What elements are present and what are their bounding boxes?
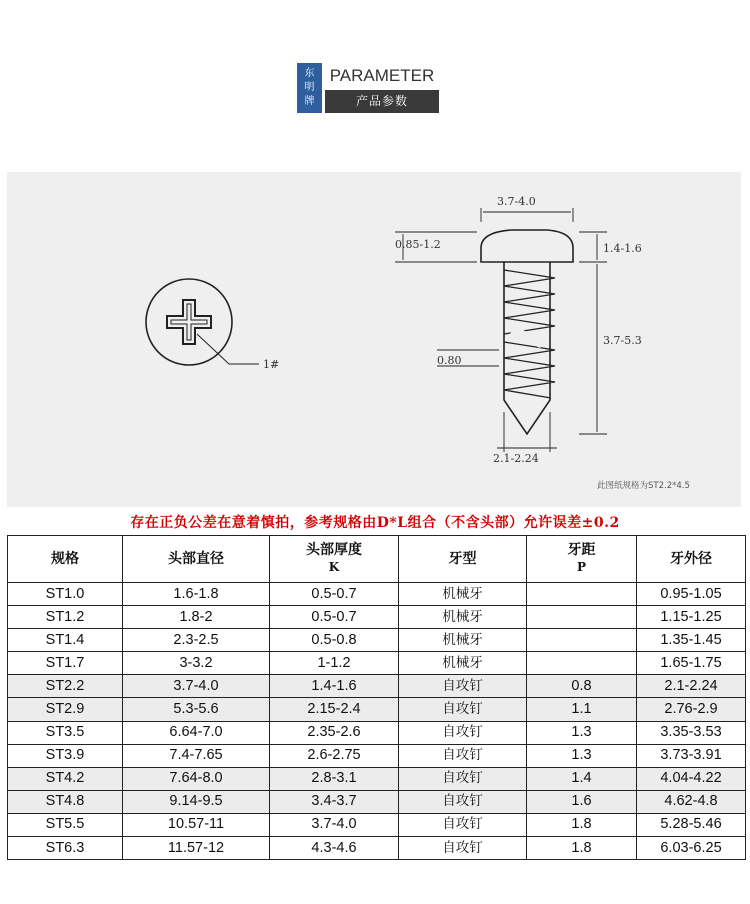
phillips-cross-inner: [171, 304, 207, 340]
cell-spec: ST4.2: [8, 767, 123, 790]
cell-thread-type: 自攻钉: [399, 767, 527, 790]
cell-spec: ST1.4: [8, 629, 123, 652]
cell-head-thickness: 0.5-0.7: [270, 606, 399, 629]
cell-pitch: 1.8: [527, 813, 637, 836]
table-row: [8, 790, 746, 813]
cell-pitch: 1.4: [527, 767, 637, 790]
cell-pitch: 1.3: [527, 744, 637, 767]
cell-head-diameter: 7.4-7.65: [123, 744, 270, 767]
header-thread-od: 牙外径: [637, 536, 746, 583]
cell-thread-od: 4.04-4.22: [637, 767, 746, 790]
screw-drawing: [7, 172, 741, 507]
screw-drawing-svg: [7, 172, 741, 507]
table-row: [8, 721, 746, 744]
length-dim: [579, 264, 607, 434]
cell-pitch: [527, 583, 637, 606]
head-height-right-label: 1.4-1.6: [603, 242, 642, 255]
thread-break: [512, 330, 542, 344]
cell-head-thickness: 2.35-2.6: [270, 721, 399, 744]
spec-table: [7, 535, 746, 860]
cell-thread-type: 自攻钉: [399, 790, 527, 813]
phillips-cross-icon: [167, 300, 211, 344]
table-header-row: [8, 536, 746, 583]
head-outline: [146, 279, 232, 365]
cell-thread-od: 2.1-2.24: [637, 675, 746, 698]
length-label: 3.7-5.3: [603, 334, 642, 347]
cell-spec: ST2.9: [8, 698, 123, 721]
cell-head-thickness: 4.3-4.6: [270, 837, 399, 860]
cell-head-diameter: 10.57-11: [123, 813, 270, 836]
parameter-title-zh: 产品参数: [325, 90, 439, 113]
parameter-title-en: PARAMETER: [329, 66, 435, 85]
cell-thread-type: 机械牙: [399, 652, 527, 675]
cell-thread-type: 自攻钉: [399, 837, 527, 860]
cell-thread-od: 0.95-1.05: [637, 583, 746, 606]
table-row: [8, 837, 746, 860]
cell-head-thickness: 0.5-0.8: [270, 629, 399, 652]
cell-spec: ST5.5: [8, 813, 123, 836]
cell-head-diameter: 1.8-2: [123, 606, 270, 629]
cell-head-thickness: 1-1.2: [270, 652, 399, 675]
cell-head-thickness: 1.4-1.6: [270, 675, 399, 698]
thread-od-dim: [497, 412, 557, 452]
brand-char: 牌: [304, 96, 315, 107]
table-row: [8, 744, 746, 767]
cell-thread-type: 自攻钉: [399, 813, 527, 836]
cell-pitch: 1.1: [527, 698, 637, 721]
cell-thread-type: 机械牙: [399, 629, 527, 652]
cell-spec: ST3.9: [8, 744, 123, 767]
cell-thread-od: 2.76-2.9: [637, 698, 746, 721]
cell-head-thickness: 2.6-2.75: [270, 744, 399, 767]
brand-badge: [297, 63, 322, 113]
cell-thread-od: 1.35-1.45: [637, 629, 746, 652]
cell-thread-od: 6.03-6.25: [637, 837, 746, 860]
cell-head-diameter: 3.7-4.0: [123, 675, 270, 698]
table-row: [8, 629, 746, 652]
header-thread-type: 牙型: [399, 536, 527, 583]
cell-spec: ST3.5: [8, 721, 123, 744]
cell-spec: ST6.3: [8, 837, 123, 860]
cell-spec: ST4.8: [8, 790, 123, 813]
cell-thread-od: 4.62-4.8: [637, 790, 746, 813]
cell-pitch: [527, 652, 637, 675]
head-diameter-dim: [481, 208, 573, 222]
table-row: [8, 698, 746, 721]
table-row: [8, 652, 746, 675]
cell-thread-type: 自攻钉: [399, 744, 527, 767]
cell-head-thickness: 0.5-0.7: [270, 583, 399, 606]
header-pitch: 牙距 P: [527, 536, 637, 583]
cell-spec: ST1.0: [8, 583, 123, 606]
drive-label: 1#: [263, 358, 280, 371]
drawing-caption: 此图纸规格为ST2.2*4.5: [597, 481, 690, 491]
cell-spec: ST1.7: [8, 652, 123, 675]
parameter-header: [297, 63, 439, 113]
cell-head-diameter: 2.3-2.5: [123, 629, 270, 652]
cell-head-diameter: 1.6-1.8: [123, 583, 270, 606]
cell-head-thickness: 3.4-3.7: [270, 790, 399, 813]
cell-thread-od: 5.28-5.46: [637, 813, 746, 836]
cell-head-thickness: 2.15-2.4: [270, 698, 399, 721]
cell-thread-type: 自攻钉: [399, 698, 527, 721]
tolerance-notice: 存在正负公差在意着慎拍，参考规格由D*L组合（不含头部）允许误差±0.2: [130, 515, 620, 531]
thread-od-label: 2.1-2.24: [493, 452, 539, 465]
cell-head-diameter: 9.14-9.5: [123, 790, 270, 813]
cell-head-diameter: 6.64-7.0: [123, 721, 270, 744]
cell-spec: ST1.2: [8, 606, 123, 629]
cell-thread-type: 自攻钉: [399, 675, 527, 698]
table-row: [8, 767, 746, 790]
cell-pitch: 0.8: [527, 675, 637, 698]
brand-char: 明: [304, 82, 315, 93]
head-diameter-label: 3.7-4.0: [497, 195, 536, 208]
cell-pitch: 1.6: [527, 790, 637, 813]
cell-thread-od: 3.73-3.91: [637, 744, 746, 767]
cell-thread-od: 1.15-1.25: [637, 606, 746, 629]
cell-head-thickness: 3.7-4.0: [270, 813, 399, 836]
cell-head-thickness: 2.8-3.1: [270, 767, 399, 790]
pitch-label: 0.80: [437, 354, 462, 367]
cell-pitch: 1.8: [527, 837, 637, 860]
table-row: [8, 675, 746, 698]
cell-pitch: [527, 629, 637, 652]
cell-head-diameter: 7.64-8.0: [123, 767, 270, 790]
screw-top-view: [146, 279, 259, 365]
cell-thread-od: 3.35-3.53: [637, 721, 746, 744]
cell-head-diameter: 5.3-5.6: [123, 698, 270, 721]
cell-head-diameter: 3-3.2: [123, 652, 270, 675]
header-spec: 规格: [8, 536, 123, 583]
cell-thread-type: 机械牙: [399, 583, 527, 606]
table-row: [8, 606, 746, 629]
cell-thread-type: 自攻钉: [399, 721, 527, 744]
cell-pitch: 1.3: [527, 721, 637, 744]
head-height-left-label: 0.85-1.2: [395, 238, 441, 251]
cell-spec: ST2.2: [8, 675, 123, 698]
spec-table-body: [8, 583, 746, 860]
cell-thread-od: 1.65-1.75: [637, 652, 746, 675]
cell-head-diameter: 11.57-12: [123, 837, 270, 860]
table-row: [8, 583, 746, 606]
screw-head: [481, 230, 573, 262]
table-row: [8, 813, 746, 836]
cell-thread-type: 机械牙: [399, 606, 527, 629]
header-head-diameter: 头部直径: [123, 536, 270, 583]
brand-char: 东: [304, 68, 315, 79]
cell-pitch: [527, 606, 637, 629]
header-head-thickness: 头部厚度 K: [270, 536, 399, 583]
